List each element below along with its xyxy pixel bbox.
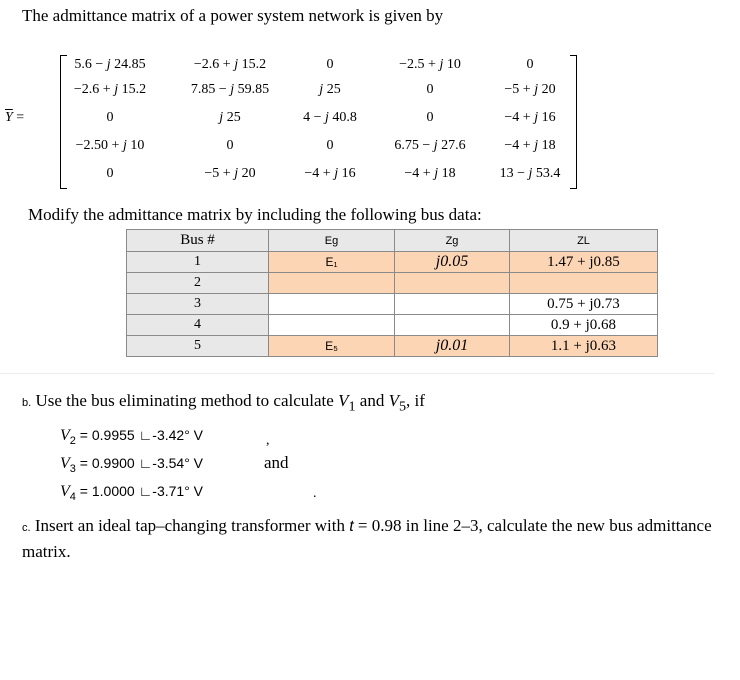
table-row [127,315,658,336]
zl-value: 0.9 + j0.68 [510,315,658,336]
part-c-text: Insert an ideal tap–changing transformer with [34,516,350,535]
matrix-cell: 0 [106,110,114,125]
matrix-cell: −2.6 + j 15.2 [193,57,267,72]
part-b-question [22,391,425,415]
matrix-cell: j 25 [219,110,241,125]
comma-mark: , [266,433,270,448]
matrix-cell: −5 + j 20 [204,166,256,181]
bus-data-table [126,229,658,357]
part-b-text: Use the bus eliminating method to calculate [35,391,339,410]
bus-number: 3 [127,294,269,315]
matrix-label [5,110,24,126]
bus-number: 5 [127,336,269,357]
intro-text: The admittance matrix of a power system network is given by [22,6,444,25]
tap-ratio-symbol: t [349,518,354,535]
matrix-cell: j 25 [319,82,341,97]
v3-subscript: 3 [69,462,76,475]
part-b-marker: b. [22,397,32,409]
v4-subscript: 4 [69,490,76,503]
modify-text: Modify the admittance matrix by including the following bus data: [28,205,482,224]
period-mark: . [313,486,317,501]
voltage-v2 [60,427,203,447]
divider [0,373,714,374]
matrix-cell: 0 [426,110,434,125]
v5-symbol: V [388,391,399,410]
part-c-question [22,514,722,563]
header-zg: Zg [395,230,510,252]
zl-value: 1.47 + j0.85 [510,252,658,273]
v5-subscript: 5 [398,398,407,415]
zg-value: j0.05 [395,252,510,273]
v1-symbol: V [338,391,349,410]
matrix-cell: −4 + j 18 [404,166,456,181]
eg-value [269,273,395,294]
v4-value: = 1.0000 ∟-3.71° V [79,483,204,499]
zl-value [510,273,658,294]
matrix-cell: 5.6 − j 24.85 [74,57,146,72]
eg-value [269,315,395,336]
zg-value [395,315,510,336]
matrix-cell: −2.50 + j 10 [75,138,145,153]
zg-value [395,273,510,294]
matrix-cell: 0 [326,57,334,72]
table-header-row [127,230,658,252]
v3-symbol: V [60,455,70,472]
part-b-text-end: , if [406,391,425,410]
matrix-cell: 0 [326,138,334,153]
matrix-cell: 7.85 − j 59.85 [190,82,270,97]
bus-number: 1 [127,252,269,273]
v2-value: = 0.9955 ∟-3.42° V [79,427,204,443]
matrix-cell: 0 [106,166,114,181]
eg-value [269,294,395,315]
header-eg: Eg [269,230,395,252]
matrix-left-bracket [60,55,67,189]
v1-subscript: 1 [348,398,356,415]
matrix-equals: = [16,110,25,125]
zg-value [395,294,510,315]
zl-value: 1.1 + j0.63 [510,336,658,357]
zg-value: j0.01 [395,336,510,357]
table-row [127,294,658,315]
matrix-cell: 0 [226,138,234,153]
zl-value: 0.75 + j0.73 [510,294,658,315]
and-label: and [264,453,289,472]
matrix-cell: −2.6 + j 15.2 [73,82,147,97]
matrix-cell: −5 + j 20 [504,82,556,97]
matrix-cell: 0 [526,57,534,72]
matrix-cell: 6.75 − j 27.6 [394,138,466,153]
table-row [127,336,658,357]
matrix-cell: 4 − j 40.8 [303,110,357,125]
v4-symbol: V [60,483,70,500]
voltage-v3 [60,455,203,475]
v3-value: = 0.9900 ∟-3.54° V [79,455,204,471]
v2-symbol: V [60,427,70,444]
matrix-cell: −2.5 + j 10 [399,57,461,72]
matrix-cell: 0 [426,82,434,97]
header-bus: Bus # [127,230,269,252]
part-b-and: and [355,391,389,410]
header-zl: ZL [510,230,658,252]
table-row [127,252,658,273]
matrix-cell: −4 + j 18 [504,138,556,153]
matrix-right-bracket [570,55,577,189]
eg-value: E₁ [269,252,395,273]
part-c-marker: c. [22,522,31,534]
matrix-cell: 13 − j 53.4 [499,166,561,181]
table-row [127,273,658,294]
matrix-cell: −4 + j 16 [304,166,356,181]
matrix-symbol: $\overline{Y}$ [5,110,13,125]
voltage-v4 [60,483,203,503]
eg-value: E₅ [269,336,395,357]
bus-number: 2 [127,273,269,294]
v2-subscript: 2 [69,434,76,447]
bus-number: 4 [127,315,269,336]
part-c-text-end: = 0.98 in line 2–3, calculate the new bus admittance matrix. [22,516,712,561]
matrix-cell: −4 + j 16 [504,110,556,125]
